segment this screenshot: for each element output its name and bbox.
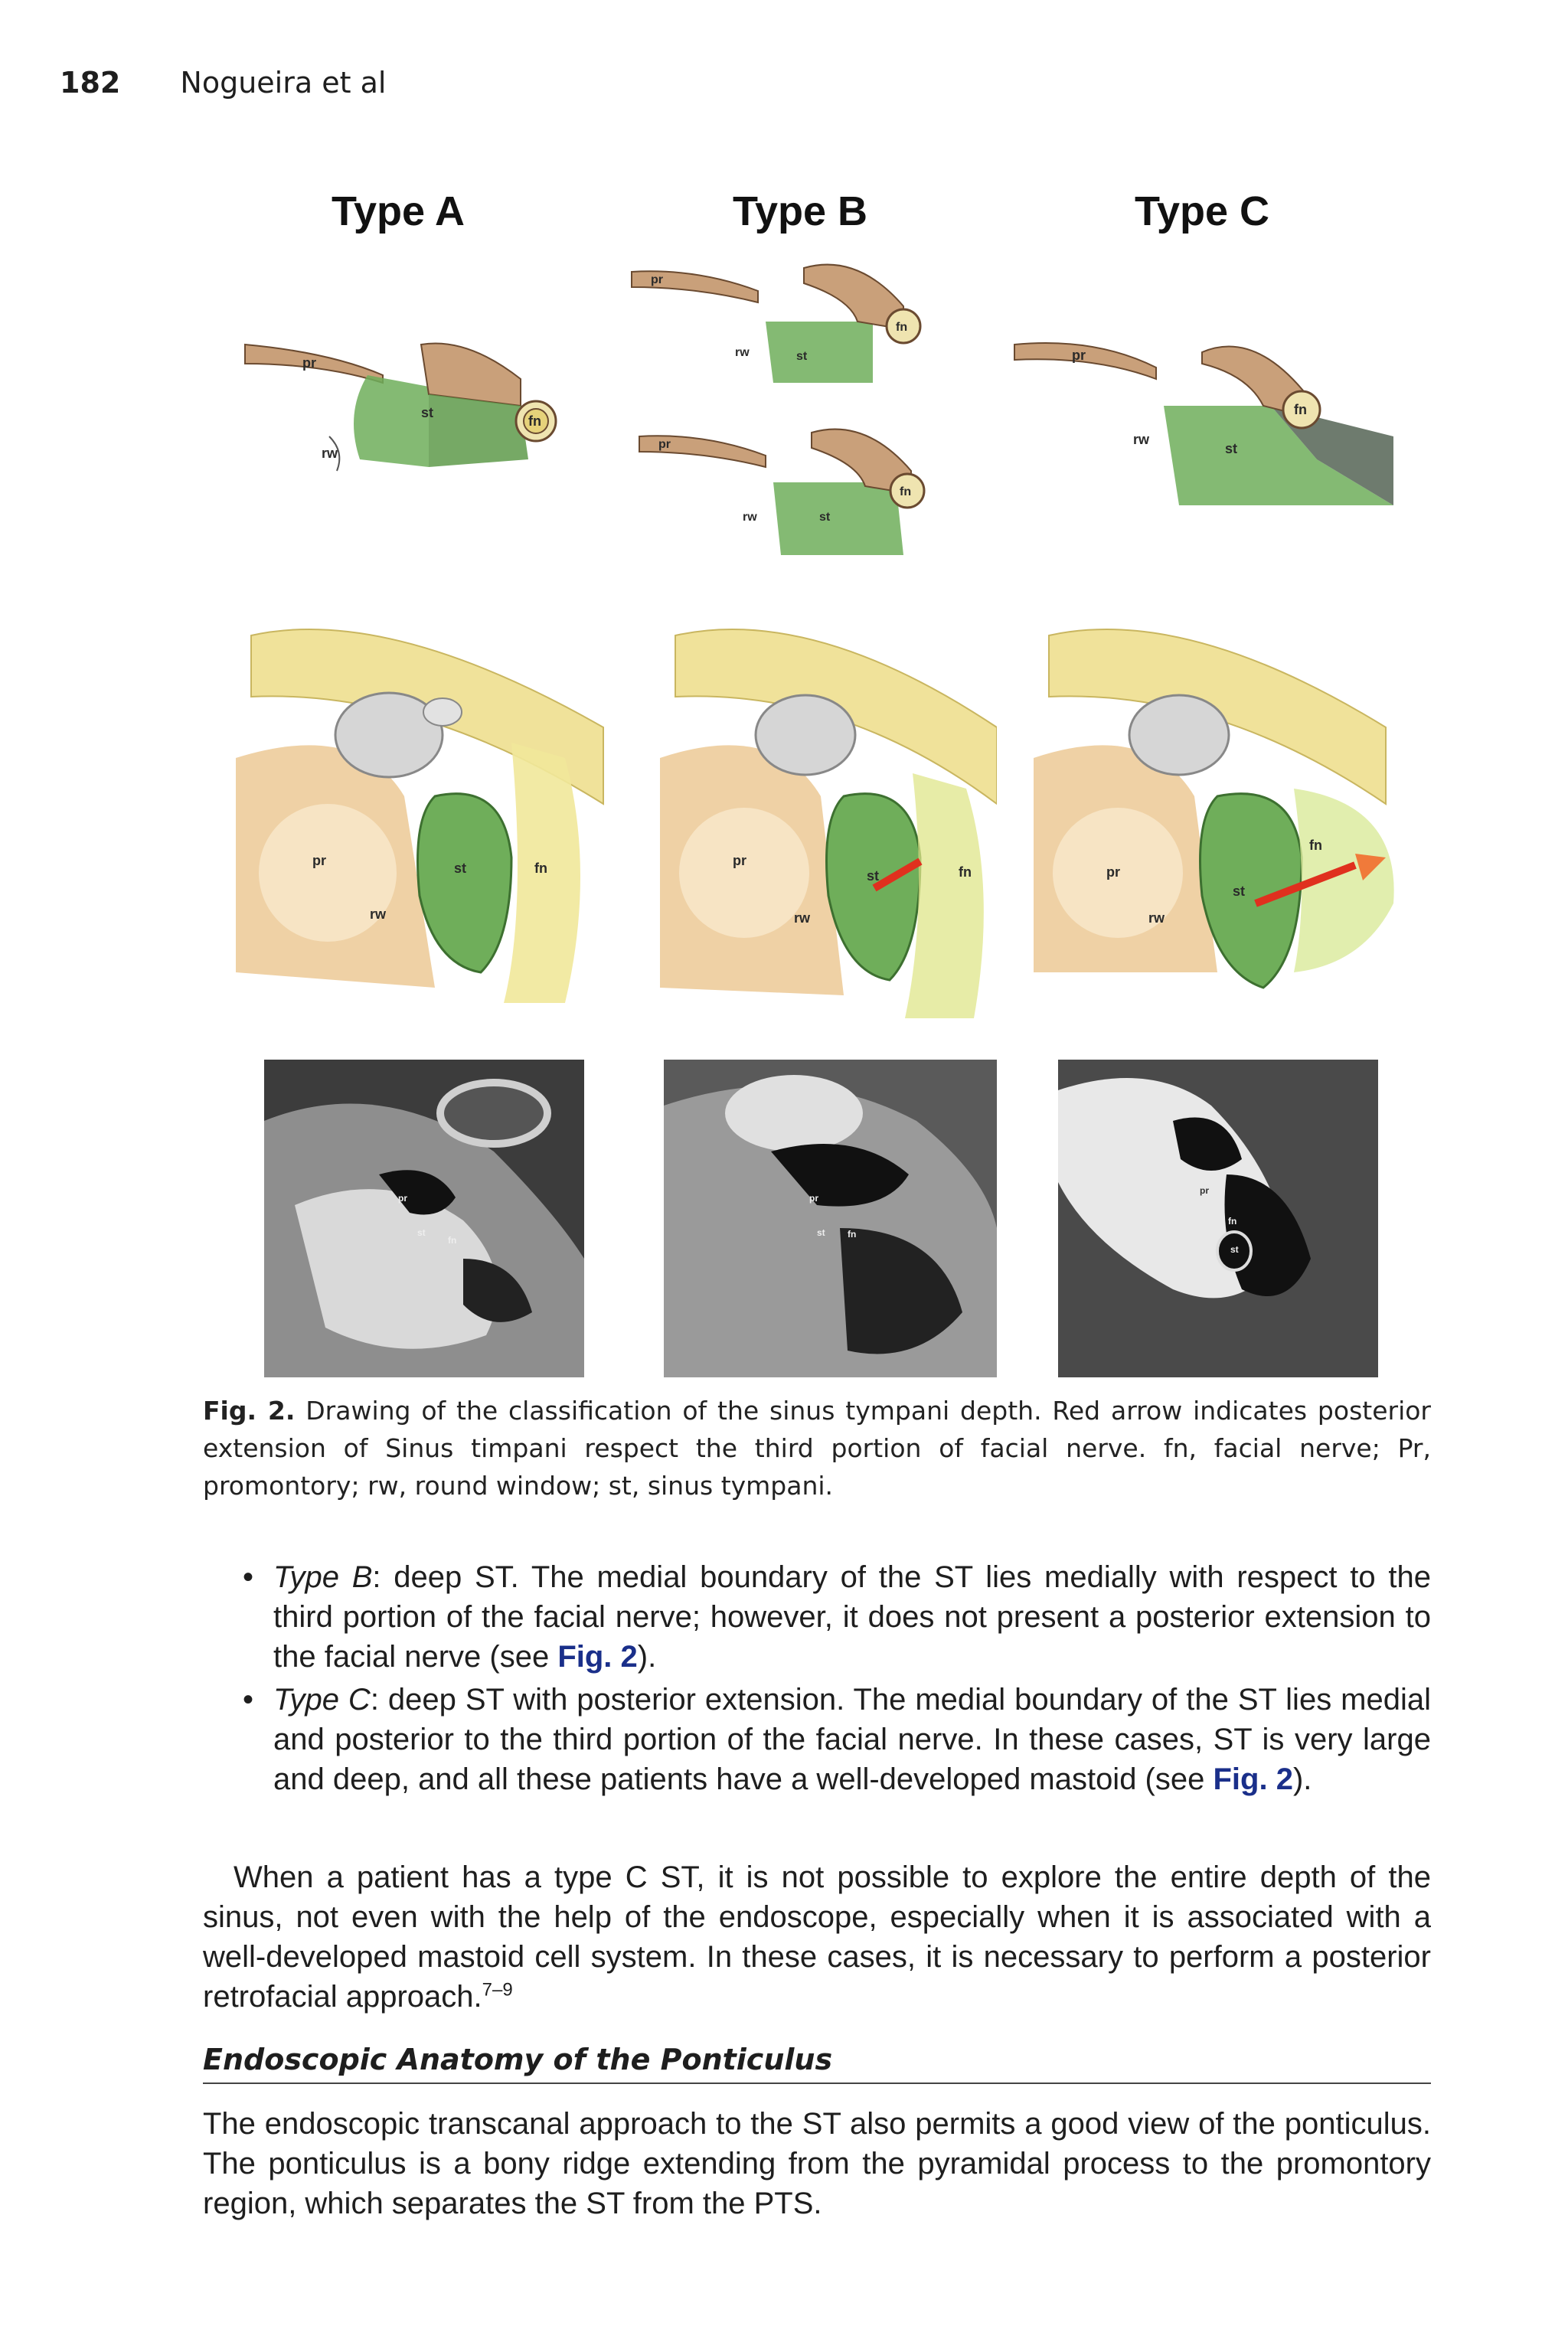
label-pr: pr <box>733 853 746 868</box>
label-st: st <box>1230 1244 1239 1255</box>
list-item <box>234 1680 1431 1799</box>
section-heading: Endoscopic Anatomy of the Ponticulus <box>203 2043 1431 2084</box>
reference-superscript[interactable]: 7–9 <box>482 1979 513 2001</box>
label-fn: fn <box>448 1235 457 1246</box>
label-fn: fn <box>1294 402 1307 417</box>
label-pr: pr <box>651 273 663 286</box>
label-rw: rw <box>743 511 757 524</box>
label-fn: fn <box>1228 1216 1237 1227</box>
paragraph-text: When a patient has a type C ST, it is not possible to explore the entire depth of the sinus, not even with the help of the endoscope, especially when it is associated with a well-developed mastoid cell system. In these cases, it is necessary to perform a posterior retrofacial approach. <box>203 1860 1431 2014</box>
bullet-type-label: Type C <box>273 1683 371 1717</box>
running-author: Nogueira et al <box>180 66 387 100</box>
running-header <box>60 66 386 100</box>
bullet-icon: • <box>243 1683 254 1717</box>
label-st: st <box>421 405 434 420</box>
schematic-type-c <box>1011 322 1409 505</box>
label-fn: fn <box>534 861 547 876</box>
figure-link[interactable]: Fig. 2 <box>557 1640 638 1674</box>
ct-scan-type-c <box>1058 1060 1378 1377</box>
bullet-text-end: ). <box>1292 1762 1312 1796</box>
label-rw: rw <box>735 346 750 359</box>
label-rw: rw <box>1133 432 1150 447</box>
caption-text: Drawing of the classification of the sinus tympani depth. Red arrow indicates posterior extension of Sinus timpani respect the third portion of facial nerve. fn, facial nerve; Pr, promontory; rw, round window; st, sinus tympani. <box>203 1396 1432 1501</box>
bullet-text: : deep ST. The medial boundary of the ST lies medially with respect to the third portion of the facial nerve; however, it does not present a posterior extension to the facial nerve (see <box>273 1560 1432 1674</box>
label-fn: fn <box>848 1229 857 1240</box>
bullet-type-label: Type B <box>273 1560 373 1594</box>
figure-link[interactable]: Fig. 2 <box>1213 1762 1293 1796</box>
label-rw: rw <box>794 910 811 926</box>
page-number: 182 <box>60 66 121 100</box>
column-title-type-a: Type A <box>331 188 466 234</box>
label-pr: pr <box>1106 864 1120 880</box>
label-st: st <box>867 868 880 884</box>
label-st: st <box>817 1227 825 1238</box>
body-paragraph <box>203 1857 1431 2017</box>
column-title-type-c: Type C <box>1134 188 1270 234</box>
bullet-text: : deep ST with posterior extension. The medial boundary of the ST lies medial and posterior to the third portion of the facial nerve. In these cases, ST is very large and deep, and all these patients have a well-developed mastoid (see <box>273 1683 1431 1796</box>
label-st: st <box>454 861 467 876</box>
label-fn: fn <box>528 413 541 429</box>
figure-caption <box>203 1392 1431 1504</box>
label-fn: fn <box>896 321 908 334</box>
label-fn: fn <box>900 485 912 498</box>
label-pr: pr <box>302 355 316 371</box>
caption-label: Fig. 2. <box>203 1396 296 1426</box>
schematic-type-b-lower <box>635 417 957 563</box>
type-bullet-list <box>234 1557 1431 1802</box>
label-st: st <box>417 1227 426 1238</box>
schematic-type-b-upper <box>628 253 949 398</box>
column-title-type-b: Type B <box>732 188 868 234</box>
illustration-type-a <box>236 605 619 1003</box>
label-st: st <box>796 350 808 363</box>
label-pr: pr <box>809 1193 818 1204</box>
label-pr: pr <box>1200 1185 1209 1196</box>
ct-scan-type-a <box>264 1060 584 1377</box>
body-paragraph: The endoscopic transcanal approach to the ST also permits a good view of the ponticulus. The ponticulus is a bony ridge extending from the pyramidal process to the promontory region, which separates the ST from the PTS. <box>203 2107 1431 2220</box>
bullet-icon: • <box>243 1560 254 1594</box>
label-pr: pr <box>398 1193 407 1204</box>
bullet-text-end: ). <box>637 1640 657 1674</box>
label-rw: rw <box>1148 910 1165 926</box>
ct-scan-type-b <box>664 1060 997 1377</box>
illustration-type-b <box>660 605 997 1018</box>
label-fn: fn <box>1309 838 1322 853</box>
label-fn: fn <box>959 864 972 880</box>
label-st: st <box>1225 441 1238 456</box>
schematic-type-a <box>237 322 559 482</box>
label-st: st <box>1233 884 1246 899</box>
illustration-type-c <box>1034 605 1401 1003</box>
label-pr: pr <box>312 853 326 868</box>
label-pr: pr <box>658 438 671 451</box>
label-st: st <box>819 511 831 524</box>
label-pr: pr <box>1072 348 1086 363</box>
label-rw: rw <box>322 446 338 461</box>
list-item <box>234 1557 1431 1677</box>
label-rw: rw <box>370 906 387 922</box>
